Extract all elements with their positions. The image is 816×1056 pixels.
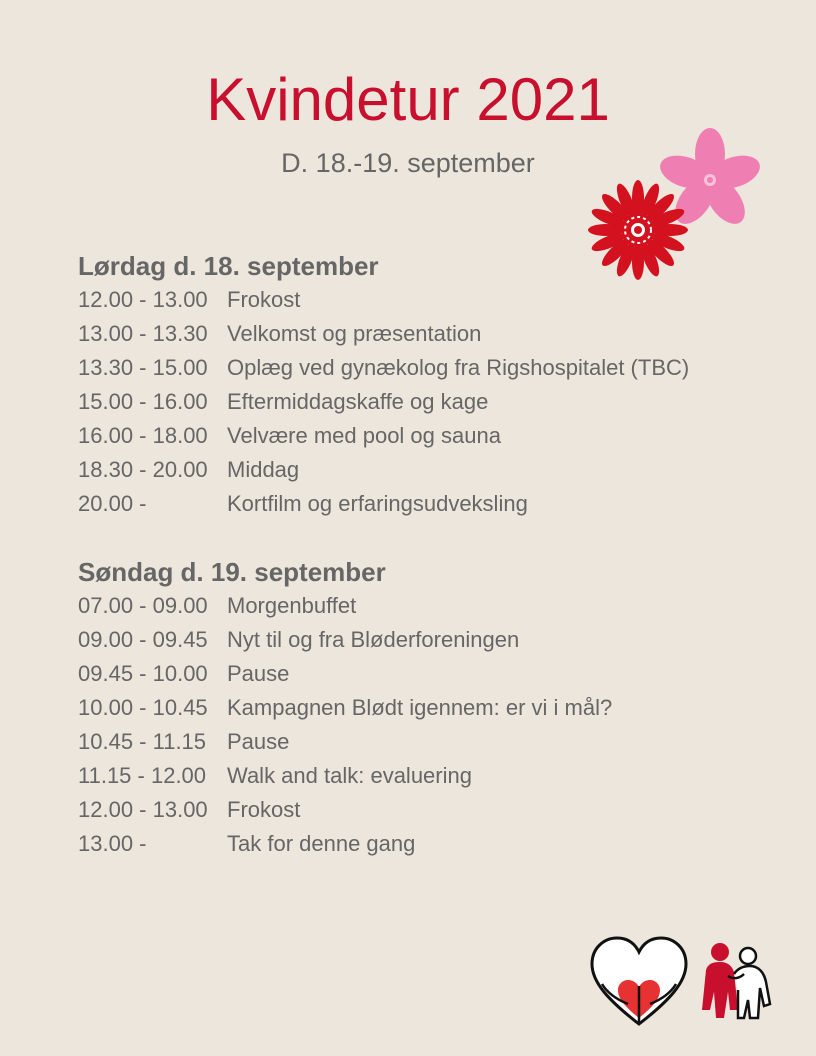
schedule-time: 16.00 - 18.00 [78, 423, 208, 448]
schedule-row [78, 725, 758, 759]
schedule-row [78, 589, 758, 623]
schedule-activity: Walk and talk: evaluering [227, 763, 472, 788]
schedule-time: 09.00 - 09.45 [78, 627, 208, 652]
schedule-activity: Frokost [227, 797, 301, 822]
schedule-time: 13.00 - [78, 831, 147, 856]
schedule-row [78, 317, 758, 351]
schedule-row [78, 793, 758, 827]
schedule-activity: Tak for denne gang [227, 831, 416, 856]
schedule-time: 12.00 - 13.00 [78, 287, 208, 312]
schedule-activity: Nyt til og fra Bløderforeningen [227, 627, 520, 652]
schedule-time: 09.45 - 10.00 [78, 661, 208, 686]
schedule-time: 13.00 - 13.30 [78, 321, 208, 346]
people-logo-icon [702, 943, 770, 1018]
schedule-time: 15.00 - 16.00 [78, 389, 208, 414]
schedule-activity: Oplæg ved gynækolog fra Rigshospitalet (TBC) [227, 355, 690, 380]
schedule-activity: Pause [227, 729, 290, 754]
day-section-saturday [78, 249, 758, 521]
schedule-row [78, 623, 758, 657]
schedule-row [78, 827, 758, 861]
schedule-activity: Frokost [227, 287, 301, 312]
schedule-row [78, 657, 758, 691]
schedule-time: 18.30 - 20.00 [78, 457, 208, 482]
schedule-row [78, 351, 758, 385]
schedule-activity: Morgenbuffet [227, 593, 357, 618]
schedule-row [78, 759, 758, 793]
schedule-time: 07.00 - 09.00 [78, 593, 208, 618]
day-heading: Søndag d. 19. september [78, 557, 386, 587]
schedule-time: 10.00 - 10.45 [78, 695, 208, 720]
schedule-activity: Kortfilm og erfaringsudveksling [227, 491, 528, 516]
schedule-time: 20.00 - [78, 491, 147, 516]
schedule-activity: Velvære med pool og sauna [227, 423, 501, 448]
schedule-activity: Eftermiddagskaffe og kage [227, 389, 489, 414]
page-subtitle: D. 18.-19. september [281, 148, 535, 178]
logos [588, 934, 784, 1030]
schedule-time: 13.30 - 15.00 [78, 355, 208, 380]
schedule-row [78, 385, 758, 419]
page-title: Kvindetur 2021 [206, 66, 610, 133]
day-heading: Lørdag d. 18. september [78, 251, 379, 281]
schedule-activity: Pause [227, 661, 290, 686]
schedule-row [78, 419, 758, 453]
schedule-row [78, 453, 758, 487]
schedule-activity: Kampagnen Blødt igennem: er vi i mål? [227, 695, 613, 720]
schedule-activity: Middag [227, 457, 300, 482]
heart-logo-icon [592, 938, 686, 1024]
schedule-time: 12.00 - 13.00 [78, 797, 208, 822]
schedule-row [78, 283, 758, 317]
schedule-activity: Velkomst og præsentation [227, 321, 482, 346]
schedule-time: 10.45 - 11.15 [78, 729, 207, 754]
schedule-time: 11.15 - 12.00 [78, 763, 207, 788]
schedule-row [78, 487, 758, 521]
schedule-row [78, 691, 758, 725]
day-section-sunday [78, 555, 758, 861]
